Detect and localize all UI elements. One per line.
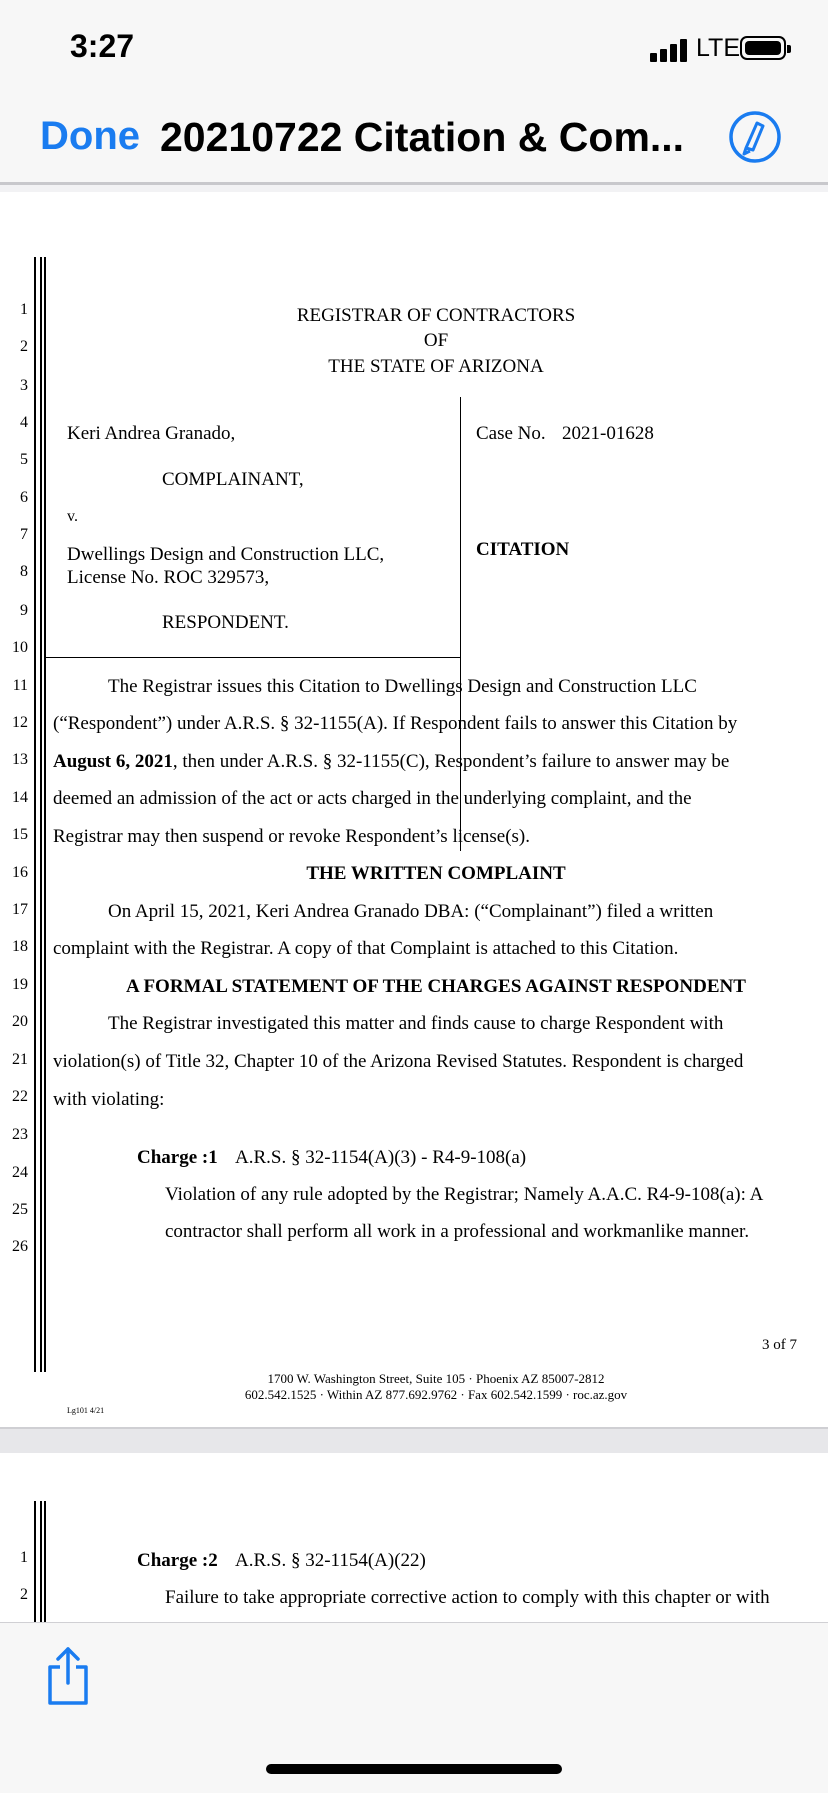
header-line: REGISTRAR OF CONTRACTORS bbox=[296, 305, 576, 326]
battery-icon bbox=[740, 36, 786, 60]
section-heading: THE WRITTEN COMPLAINT bbox=[306, 863, 566, 884]
charge-statute: A.R.S. § 32-1154(A)(3) - R4-9-108(a) bbox=[235, 1147, 527, 1168]
respondent-name: Dwellings Design and Construction LLC, bbox=[67, 544, 385, 565]
paragraph-line: The Registrar issues this Citation to Dwellings Design and Construction LLC bbox=[108, 676, 697, 697]
page-number: 3 of 7 bbox=[762, 1337, 797, 1353]
document-type: CITATION bbox=[476, 539, 570, 560]
margin-rule bbox=[44, 257, 46, 1372]
share-icon[interactable] bbox=[44, 1645, 92, 1707]
page-separator bbox=[0, 1427, 828, 1455]
done-button[interactable]: Done bbox=[40, 114, 140, 158]
case-number: 2021-01628 bbox=[562, 423, 654, 444]
pdf-page: 1 2 3 4 5 6 7 8 9 10 11 12 13 14 15 16 17 18 19 20 21 22 23 24 25 26 REGISTRAR OF CONTRACTORS OF THE STATE OF ARIZONA Keri Andrea Granado, COMPLAINANT, v. Dwellings Design and Construction LLC, License No. ROC 329573, RESPONDENT. Case No. 2021-01628 CITATION The Registrar issues this Citation to Dwellings Design and Construction LLC (“Respondent”) under A.R.S. § 32-1155(A). If Respondent fails to answer this Citation by August 6, 2021, then under A.R.S. § 32-1155(C), Respondent’s failure to answer may be deemed an admission of the act or acts charged in the underlying complaint, and the Registrar may then suspend or revoke Respondent’s license(s). THE WRITTEN COMPLAINT On April 15, 2021, Keri Andrea Granado DBA: (“Complainant”) filed a written complaint with the Registrar. A copy of that Complaint is attached to this Citation. A FORMAL STATEMENT OF THE CHARGES AGAINST RESPONDENT The Registrar investigated this matter and finds cause to charge Respondent with violation(s) of Title 32, Chapter 10 of the Arizona Revised Statutes. Respondent is charged with violating: Charge :1 A.R.S. § 32-1154(A)(3) - R4-9-108(a) Violation of any rule adopted by the Registrar; Namely A.A.C. R4-9-108(a): A contractor shall perform all work in a professional and workmanlike manner. 3 of 7 1700 W. Washington Street, Suite 105 · Phoenix AZ 85007-2812 602.542.1525 · Within AZ 877.692.9762 · Fax 602.542.1599 · roc.az.gov Lg101 4/21 bbox=[0, 192, 828, 1427]
home-indicator[interactable] bbox=[266, 1764, 562, 1774]
charge-label: Charge :1 bbox=[137, 1147, 218, 1168]
nav-bar bbox=[0, 90, 828, 185]
charge-label: Charge :2 bbox=[137, 1550, 218, 1571]
paragraph-line: On April 15, 2021, Keri Andrea Granado DBA: (“Complainant”) filed a written bbox=[108, 901, 714, 922]
signal-icon bbox=[650, 38, 690, 62]
document-title: 20210722 Citation & Com... bbox=[160, 114, 685, 160]
case-label: Case No. bbox=[476, 423, 546, 444]
header-line: OF bbox=[423, 330, 449, 351]
network-label: LTE bbox=[696, 34, 740, 62]
license-number: License No. ROC 329573, bbox=[67, 567, 270, 588]
paragraph-line: August 6, 2021, then under A.R.S. § 32-1155(C), Respondent’s failure to answer may be bbox=[53, 751, 730, 772]
margin-rule bbox=[40, 257, 42, 1372]
footer-contact: 602.542.1525 · Within AZ 877.692.9762 · Fax 602.542.1599 · roc.az.gov bbox=[244, 1387, 628, 1402]
markup-icon[interactable] bbox=[728, 110, 782, 164]
status-bar bbox=[0, 0, 828, 90]
margin-rule bbox=[34, 257, 36, 1372]
respondent-label: RESPONDENT. bbox=[162, 612, 289, 633]
complainant-label: COMPLAINANT, bbox=[162, 469, 304, 490]
versus-label: v. bbox=[67, 508, 78, 525]
section-heading: A FORMAL STATEMENT OF THE CHARGES AGAINST RESPONDENT bbox=[126, 976, 746, 997]
charge-description: Violation of any rule adopted by the Registrar; Namely A.A.C. R4-9-108(a): A bbox=[165, 1184, 764, 1205]
complainant-name: Keri Andrea Granado, bbox=[67, 423, 236, 444]
answer-deadline: August 6, 2021 bbox=[53, 751, 173, 772]
caption-underline bbox=[44, 657, 461, 658]
paragraph-line: with violating: bbox=[53, 1089, 165, 1110]
line-number: 1 bbox=[20, 1549, 28, 1566]
footer-address: 1700 W. Washington Street, Suite 105 · Phoenix AZ 85007-2812 bbox=[267, 1371, 605, 1386]
charge-statute: A.R.S. § 32-1154(A)(22) bbox=[235, 1550, 426, 1571]
charge-description: Failure to take appropriate corrective action to comply with this chapter or with bbox=[165, 1587, 770, 1608]
status-time: 3:27 bbox=[70, 28, 135, 64]
paragraph-line: Registrar may then suspend or revoke Respondent’s license(s). bbox=[53, 826, 530, 847]
document-viewer[interactable] bbox=[0, 192, 828, 1608]
paragraph-line: (“Respondent”) under A.R.S. § 32-1155(A). If Respondent fails to answer this Citation by bbox=[53, 713, 738, 734]
paragraph-line: complaint with the Registrar. A copy of that Complaint is attached to this Citation. bbox=[53, 938, 679, 959]
paragraph-line: violation(s) of Title 32, Chapter 10 of the Arizona Revised Statutes. Respondent is charged bbox=[53, 1051, 744, 1072]
paragraph-line: deemed an admission of the act or acts charged in the underlying complaint, and the bbox=[53, 788, 692, 809]
line-number: 2 bbox=[20, 1586, 28, 1603]
form-code: Lg101 4/21 bbox=[67, 1406, 105, 1415]
header-line: THE STATE OF ARIZONA bbox=[328, 356, 544, 377]
charge-description: contractor shall perform all work in a professional and workmanlike manner. bbox=[165, 1221, 750, 1242]
caption-divider bbox=[460, 397, 461, 851]
paragraph-line: The Registrar investigated this matter and finds cause to charge Respondent with bbox=[108, 1013, 724, 1034]
